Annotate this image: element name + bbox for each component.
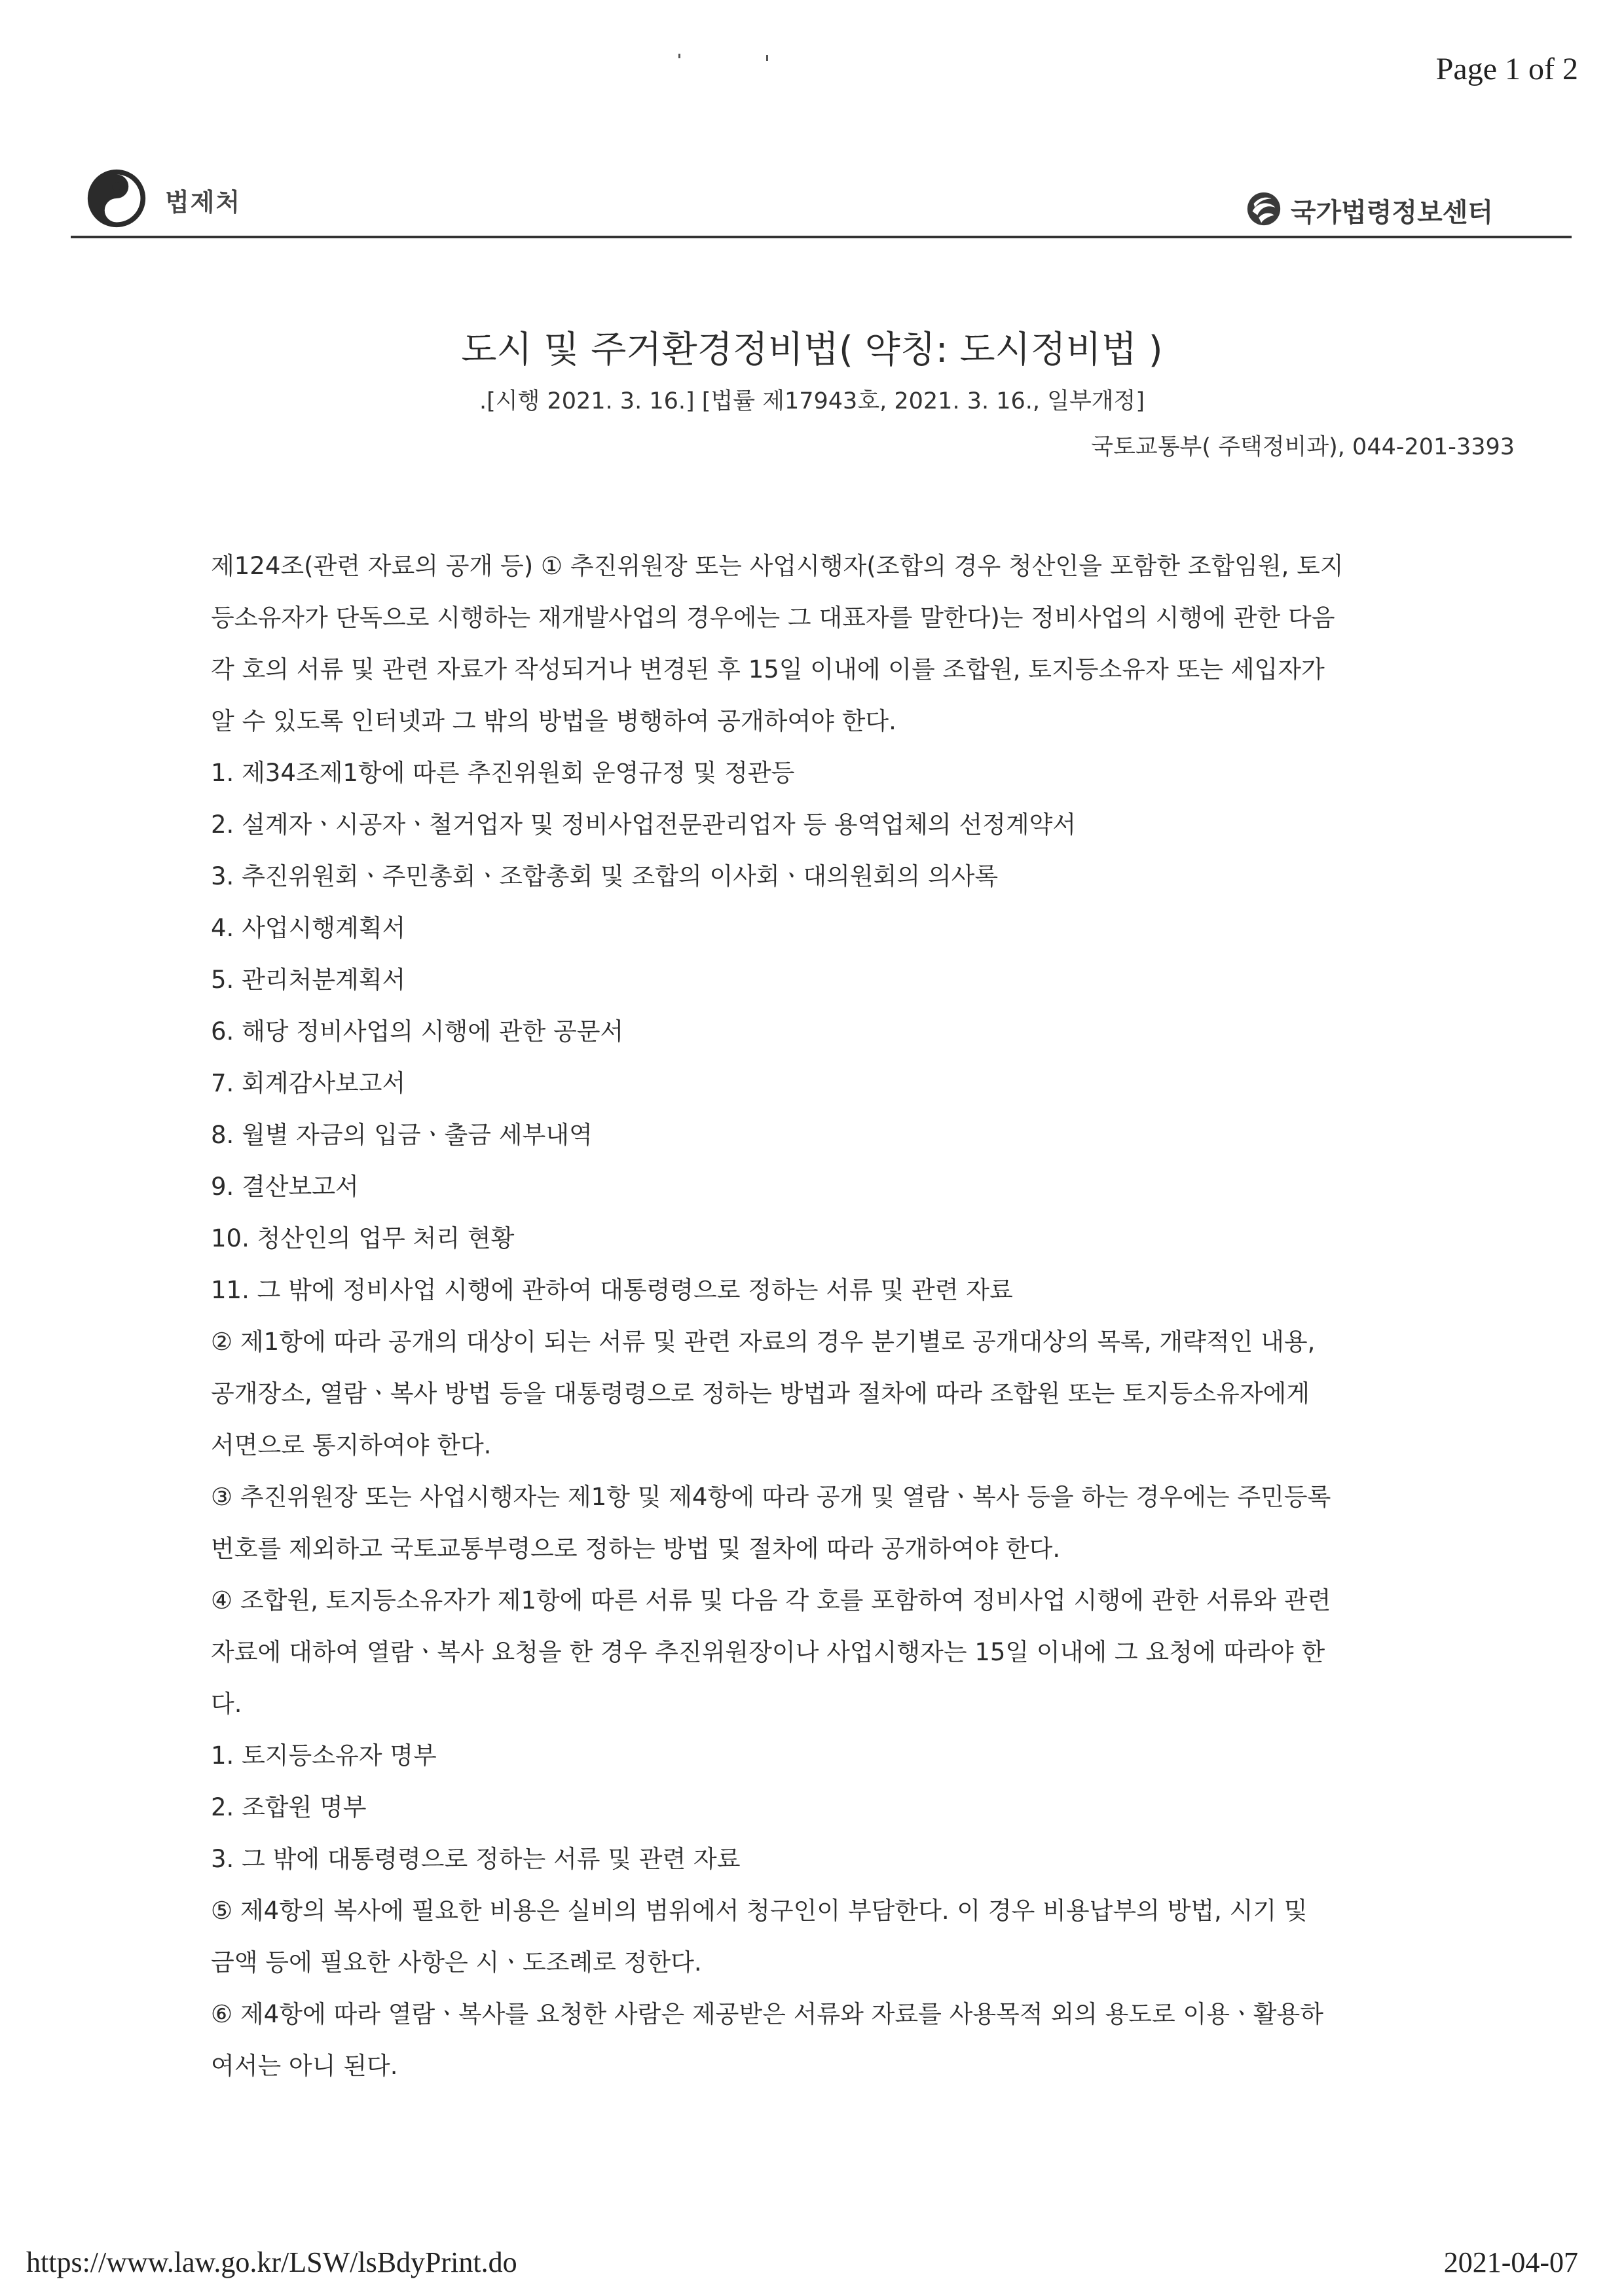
body-line: ④ 조합원, 토지등소유자가 제1항에 따른 서류 및 다음 각 호를 포함하여 정비사업 시행에 관한 서류와 관련: [211, 1586, 1331, 1614]
body-line: 공개장소, 열람ㆍ복사 방법 등을 대통령령으로 정하는 방법과 절차에 따라 조합원 또는 토지등소유자에게: [211, 1379, 1310, 1408]
body-line: 10. 청산인의 업무 처리 현황: [211, 1224, 515, 1252]
body-line: 11. 그 밖에 정비사업 시행에 관하여 대통령령으로 정하는 서류 및 관련 자료: [211, 1276, 1013, 1304]
body-line: 금액 등에 필요한 사항은 시ㆍ도조례로 정한다.: [211, 1948, 702, 1977]
body-line: 9. 결산보고서: [211, 1173, 359, 1201]
department-contact: 국토교통부( 주택정비과), 044-201-3393: [1091, 434, 1515, 460]
scan-speck: [678, 54, 680, 58]
moleg-logo-text: 법제처: [165, 187, 242, 217]
footer-date: 2021-04-07: [1443, 2246, 1578, 2278]
body-line: 2. 설계자ㆍ시공자ㆍ철거업자 및 정비사업전문관리업자 등 용역업체의 선정계약서: [211, 811, 1077, 839]
article-body: [211, 540, 1511, 2092]
scan-speck: [766, 55, 768, 61]
header-divider: [71, 236, 1572, 238]
body-line: 7. 회계감사보고서: [211, 1069, 406, 1097]
body-line: 4. 사업시행계획서: [211, 914, 406, 942]
taeguk-emblem-icon: [85, 167, 148, 232]
body-line: ⑥ 제4항에 따라 열람ㆍ복사를 요청한 사람은 제공받은 서류와 자료를 사용목적 외의 용도로 이용ㆍ활용하: [211, 2000, 1324, 2028]
law-info-center-logo: [1245, 190, 1493, 230]
body-line: 다.: [211, 1690, 242, 1718]
body-line: 3. 추진위원회ㆍ주민총회ㆍ조합총회 및 조합의 이사회ㆍ대의원회의 의사록: [211, 862, 999, 890]
body-line: 6. 해당 정비사업의 시행에 관한 공문서: [211, 1017, 624, 1046]
document-abbreviation: ( 약칭: 도시정비법 ): [838, 329, 1163, 371]
title-block: [0, 321, 1624, 373]
body-line: 1. 토지등소유자 명부: [211, 1741, 437, 1770]
page-header: [71, 160, 1577, 239]
body-line: 서면으로 통지하여야 한다.: [211, 1431, 492, 1459]
swirl-emblem-icon: [1245, 190, 1283, 230]
body-line: 등소유자가 단독으로 시행하는 재개발사업의 경우에는 그 대표자를 말한다)는 정비사업의 시행에 관한 다음: [211, 604, 1335, 632]
body-line: 번호를 제외하고 국토교통부령으로 정하는 방법 및 절차에 따라 공개하여야 한다.: [211, 1535, 1061, 1563]
body-line: 여서는 아니 된다.: [211, 2052, 398, 2080]
body-line: ③ 추진위원장 또는 사업시행자는 제1항 및 제4항에 따라 공개 및 열람ㆍ복사 등을 하는 경우에는 주민등록: [211, 1483, 1331, 1511]
body-line: 각 호의 서류 및 관련 자료가 작성되거나 변경된 후 15일 이내에 이를 조합원, 토지등소유자 또는 세입자가: [211, 655, 1325, 683]
body-line: 8. 월별 자금의 입금ㆍ출금 세부내역: [211, 1121, 593, 1149]
body-line: ⑤ 제4항의 복사에 필요한 비용은 실비의 범위에서 청구인이 부담한다. 이 경우 비용납부의 방법, 시기 및: [211, 1897, 1308, 1925]
body-line: 5. 관리처분계획서: [211, 966, 406, 994]
moleg-logo: [85, 167, 241, 232]
body-line: 3. 그 밖에 대통령령으로 정하는 서류 및 관련 자료: [211, 1845, 741, 1873]
footer-url: https://www.law.go.kr/LSW/lsBdyPrint.do: [26, 2246, 517, 2278]
body-line: 제124조(관련 자료의 공개 등) ① 추진위원장 또는 사업시행자(조합의 경우 청산인을 포함한 조합임원, 토지: [211, 552, 1344, 580]
body-line: 2. 조합원 명부: [211, 1793, 367, 1821]
enforcement-info: .[시행 2021. 3. 16.] [법률 제17943호, 2021. 3. 16., 일부개정]: [479, 388, 1145, 414]
body-line: 알 수 있도록 인터넷과 그 밖의 방법을 병행하여 공개하여야 한다.: [211, 707, 896, 735]
body-line: ② 제1항에 따라 공개의 대상이 되는 서류 및 관련 자료의 경우 분기별로 공개대상의 목록, 개략적인 내용,: [211, 1328, 1316, 1356]
body-line: 1. 제34조제1항에 따른 추진위원회 운영규정 및 정관등: [211, 759, 795, 787]
law-info-center-text: 국가법령정보센터: [1290, 197, 1493, 228]
document-title: 도시 및 주거환경정비법: [461, 329, 839, 371]
body-line: 자료에 대하여 열람ㆍ복사 요청을 한 경우 추진위원장이나 사업시행자는 15일 이내에 그 요청에 따라야 한: [211, 1638, 1325, 1666]
page-number: Page 1 of 2: [1435, 52, 1578, 86]
